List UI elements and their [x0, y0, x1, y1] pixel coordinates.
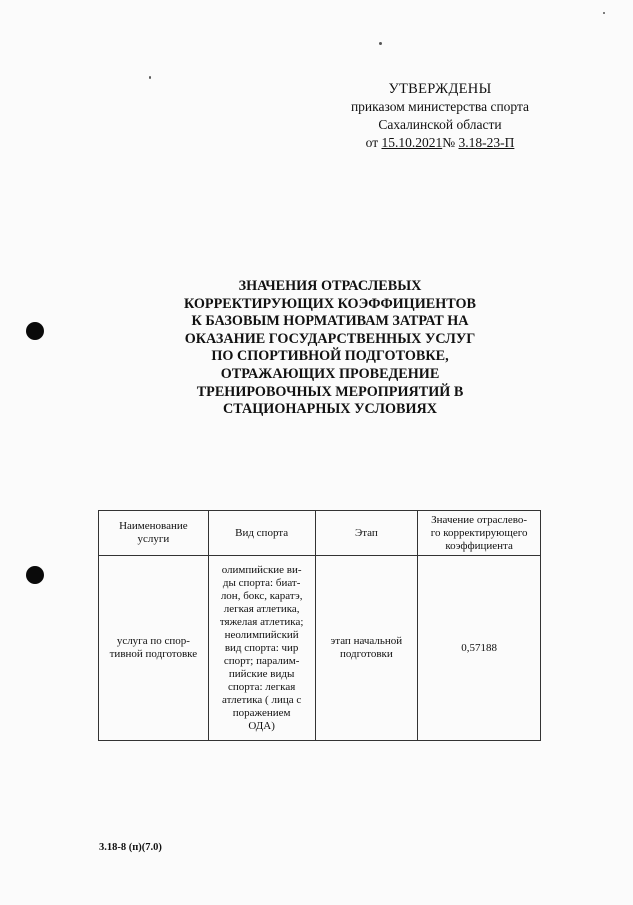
approval-block [320, 80, 560, 152]
punch-hole-bottom [26, 566, 44, 584]
title-line: К БАЗОВЫМ НОРМАТИВАМ ЗАТРАТ НА [191, 313, 469, 330]
number-sign: № [442, 135, 459, 150]
cell-stage: этап начальной подготовки [315, 556, 418, 741]
title-line: ТРЕНИРОВОЧНЫХ МЕРОПРИЯТИЙ В [196, 383, 464, 400]
title-line: ОТРАЖАЮЩИХ ПРОВЕДЕНИЕ [220, 365, 440, 382]
approval-line-2: Сахалинской области [378, 117, 502, 132]
header-value: Значение отраслево- го корректирующего коэффициента [418, 511, 541, 556]
table-header-row [99, 511, 541, 556]
coefficient-table [98, 510, 541, 741]
approval-date-line [320, 134, 560, 152]
scan-speck [149, 76, 151, 79]
approval-date: 15.10.2021 [381, 135, 443, 150]
title-line: КОРРЕКТИРУЮЩИХ КОЭФФИЦИЕНТОВ [183, 295, 477, 312]
title-line: ПО СПОРТИВНОЙ ПОДГОТОВКЕ, [211, 348, 449, 365]
table-row [99, 556, 541, 741]
header-service: Наименование услуги [99, 511, 209, 556]
cell-sport: олимпийские ви- ды спорта: биат- лон, бокс, каратэ, легкая атлетика, тяжелая атлетика; неолимпийский вид спорта: чир спорт; паралим- пийские виды спорта: легкая атлетика ( лица с поражением ОДА) [208, 556, 315, 741]
title-line: ЗНАЧЕНИЯ ОТРАСЛЕВЫХ [238, 278, 422, 294]
scan-speck [603, 12, 605, 14]
document-code: 3.18-8 (п)(7.0) [99, 842, 162, 853]
cell-service: услуга по спор- тивной подготовке [99, 556, 209, 741]
title-line: ОКАЗАНИЕ ГОСУДАРСТВЕННЫХ УСЛУГ [184, 330, 476, 347]
cell-value: 0,57188 [418, 556, 541, 741]
approval-number: 3.18-23-П [458, 135, 515, 150]
approval-line-1: приказом министерства спорта [350, 99, 530, 114]
scan-speck [379, 42, 382, 45]
approval-heading: УТВЕРЖДЕНЫ [388, 81, 492, 97]
header-stage: Этап [315, 511, 418, 556]
date-prefix: от [365, 135, 382, 150]
header-sport: Вид спорта [208, 511, 315, 556]
punch-hole-top [26, 322, 44, 340]
document-title [150, 278, 510, 419]
title-line: СТАЦИОНАРНЫХ УСЛОВИЯХ [223, 401, 437, 418]
